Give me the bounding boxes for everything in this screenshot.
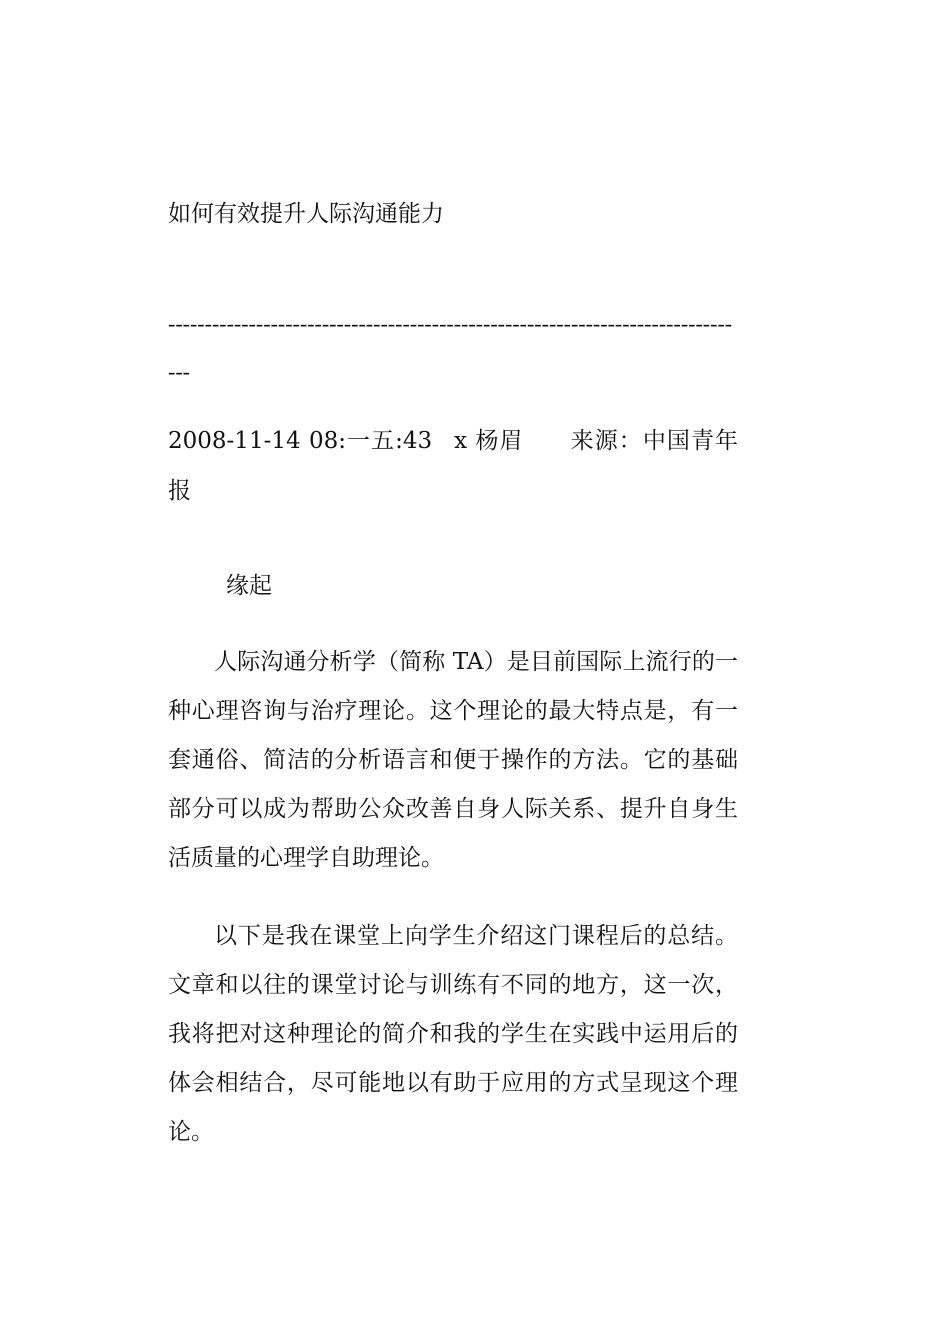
paragraph-1: 人际沟通分析学（简称 TA）是目前国际上流行的一种心理咨询与治疗理论。这个理论的最大特点是，有一套通俗、简洁的分析语言和便于操作的方法。它的基础部分可以成为帮助公众改善自身人际关系、提升自身生活质量的心理学自助理论。 <box>168 649 738 871</box>
article-title: 如何有效提升人际沟通能力 <box>168 201 444 227</box>
section-heading: 缘起 <box>226 573 272 599</box>
publish-datetime: 2008-11-14 08:一五:43 <box>168 428 433 454</box>
paragraph-2: 以下是我在课堂上向学生介绍这门课程后的总结。文章和以往的课堂讨论与训练有不同的地方，这一次，我将把对这种理论的简介和我的学生在实践中运用后的体会相结合，尽可能地以有助于应用的方式呈现这个理论。 <box>168 923 738 1145</box>
article-meta <box>168 416 738 516</box>
separator-line: -------------------------------------------------------------------------------- <box>168 311 733 384</box>
author: x 杨眉 <box>454 428 524 454</box>
source: 来源：中国青年报 <box>168 428 739 504</box>
